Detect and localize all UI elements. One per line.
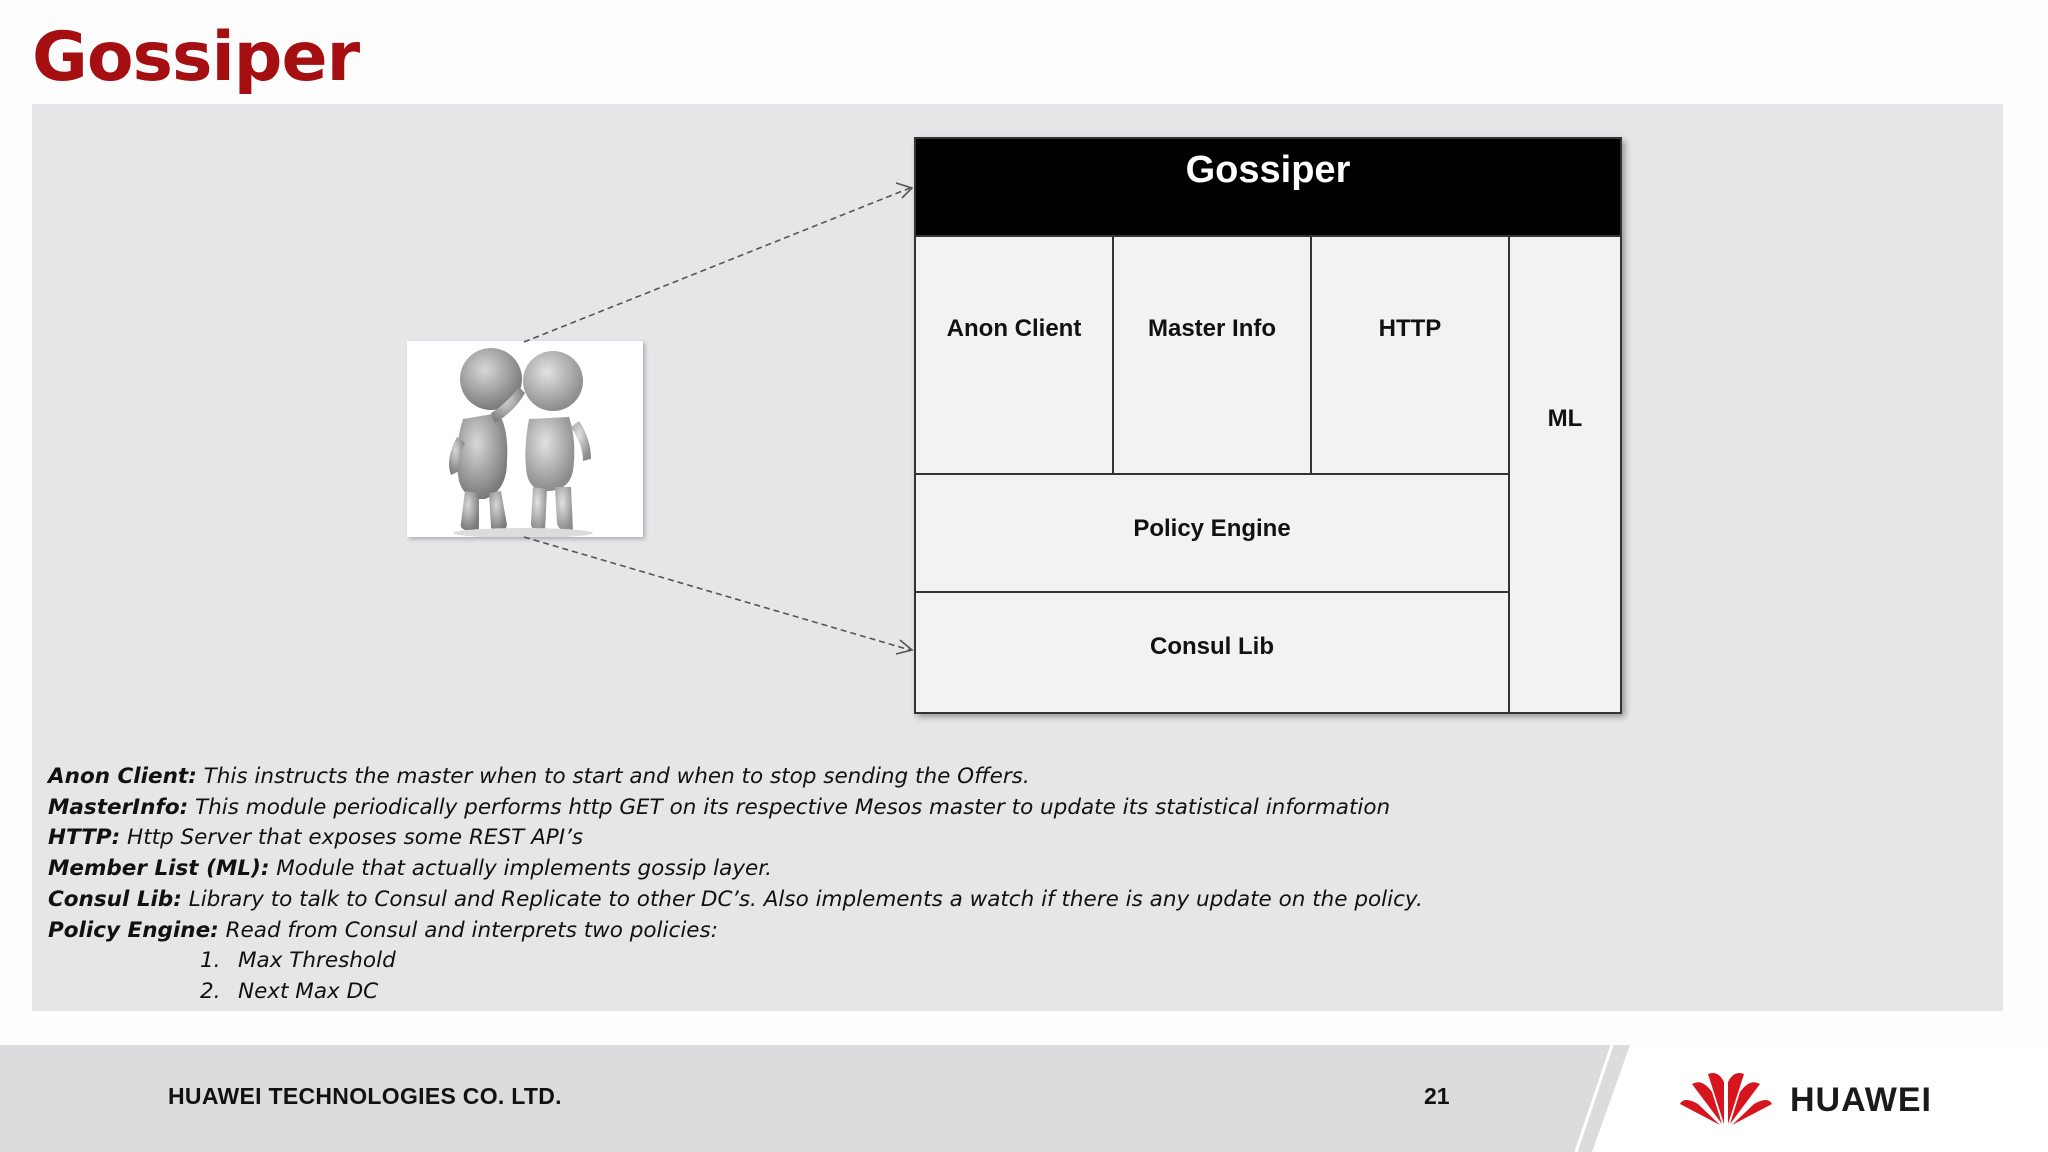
description-text: This instructs the master when to start and when to stop sending the Offers.	[196, 764, 1030, 789]
description-line	[48, 854, 1948, 885]
module-descriptions	[48, 762, 1948, 1008]
policy-number: 2.	[200, 978, 221, 1004]
ml-block	[1508, 235, 1622, 714]
company-name: HUAWEI TECHNOLOGIES CO. LTD.	[168, 1083, 562, 1109]
huawei-logo-text: HUAWEI	[1790, 1081, 1932, 1119]
description-line	[48, 823, 1948, 854]
policy-list-item	[48, 946, 1948, 977]
description-term: Anon Client:	[48, 764, 197, 789]
description-line	[48, 793, 1948, 824]
ml-label: ML	[1547, 405, 1583, 432]
gossiper-architecture-diagram	[914, 137, 1622, 714]
description-term: MasterInfo:	[48, 794, 189, 820]
master-info-block	[1112, 235, 1312, 475]
description-term: Policy Engine:	[48, 917, 219, 943]
policy-list-item	[48, 977, 1948, 1008]
slide-title: Gossiper	[32, 18, 360, 97]
anon-client-label: Anon Client	[946, 315, 1082, 342]
policy-engine-block	[914, 473, 1510, 593]
http-label: HTTP	[1378, 315, 1442, 342]
consul-lib-block	[914, 591, 1510, 714]
description-line	[48, 762, 1948, 793]
huawei-logo-icon	[1678, 1068, 1774, 1126]
description-text: Read from Consul and interprets two policies:	[218, 917, 718, 943]
description-text: Http Server that exposes some REST API’s	[120, 825, 584, 851]
diagram-header	[916, 139, 1620, 237]
policy-text: Max Threshold	[238, 948, 396, 974]
description-line	[48, 916, 1948, 947]
description-term: Consul Lib:	[48, 886, 182, 912]
description-text: Module that actually implements gossip layer.	[269, 856, 772, 882]
description-text: This module periodically performs http GET on its respective Mesos master to update its statistical information	[188, 794, 1391, 820]
diagram-title: Gossiper	[1185, 149, 1351, 191]
people-whispering-image	[407, 341, 643, 537]
description-line	[48, 885, 1948, 916]
description-text: Library to talk to Consul and Replicate to other DC’s. Also implements a watch if there is any update on the policy.	[181, 886, 1423, 912]
http-block	[1310, 235, 1510, 475]
master-info-label: Master Info	[1147, 315, 1276, 342]
description-term: Member List (ML):	[48, 856, 270, 882]
policy-number: 1.	[200, 948, 221, 974]
policy-engine-label: Policy Engine	[1133, 515, 1291, 542]
people-illustration	[407, 341, 643, 537]
policy-text: Next Max DC	[238, 978, 379, 1004]
page-number: 21	[1424, 1083, 1450, 1109]
consul-lib-label: Consul Lib	[1150, 633, 1274, 660]
anon-client-block	[914, 235, 1114, 475]
description-term: HTTP:	[48, 825, 121, 851]
